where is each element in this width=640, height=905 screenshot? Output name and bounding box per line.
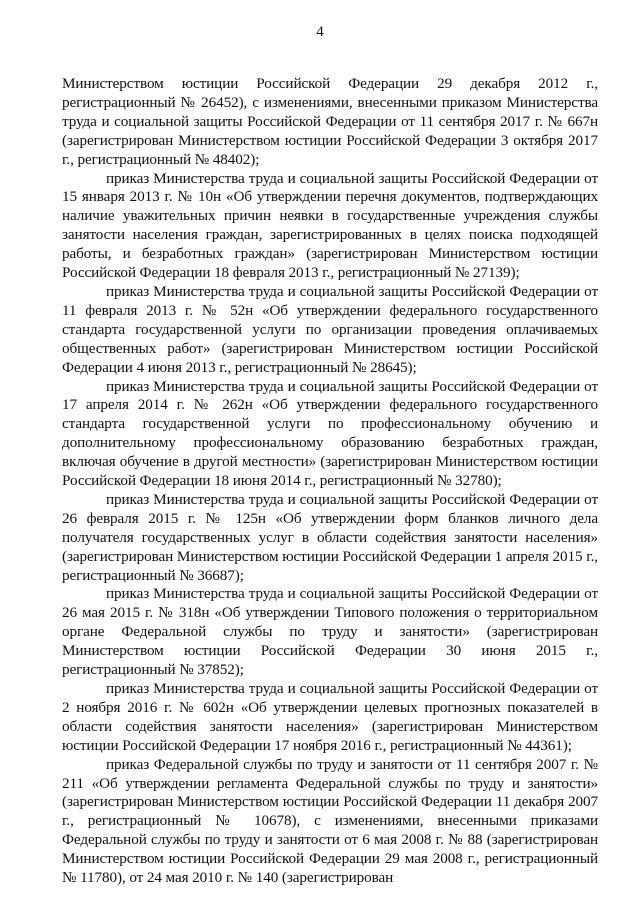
paragraph-order-125n: приказ Министерства труда и социальной защиты Российской Федерации от 26 февраля 2015 г. № 125н «Об утверждении форм бланков личного дела получателя государственных услуг в области содействия занятости населения» (зарегистрирован Министерством юстиции Российской Федерации 1 апреля 2015 г., регистрационный № 36687); (62, 490, 598, 584)
paragraph-order-211: приказ Федеральной службы по труду и занятости от 11 сентября 2007 г. № 211 «Об утверждении регламента Федеральной службы по труду и занятости» (зарегистрирован Министерством юстиции Российской Федерации 11 декабря 2007 г., регистрационный № 10678), с изменениями, внесенными приказами Федеральной службы по труду и занятости от 6 мая 2008 г. № 88 (зарегистрирован Министерством юстиции Российской Федерации 29 мая 2008 г., регистрационный № 11780), от 24 мая 2010 г. № 140 (зарегистрирован (62, 755, 598, 887)
paragraph-continuation: Министерством юстиции Российской Федерации 29 декабря 2012 г., регистрационный № 26452), с изменениями, внесенными приказом Министерства труда и социальной защиты Российской Федерации от 11 сентября 2017 г. № 667н (зарегистрирован Министерством юстиции Российской Федерации 3 октября 2017 г., регистрационный № 48402); (62, 75, 598, 168)
paragraph-order-318n: приказ Министерства труда и социальной защиты Российской Федерации от 26 мая 2015 г. № 318н «Об утверждении Типового положения о территориальном органе Федеральной службы по труду и занятости» (зарегистрирован Министерством юстиции Российской Федерации 30 июня 2015 г., регистрационный № 37852); (62, 585, 598, 679)
paragraph-order-10n: приказ Министерства труда и социальной защиты Российской Федерации от 15 января 2013 г. № 10н «Об утверждении перечня документов, подтверждающих наличие уважительных причин неявки в государственные учреждения службы занятости населения граждан, зарегистрированных в целях поиска подходящей работы, и безработных граждан» (зарегистрирован Министерством юстиции Российской Федерации 18 февраля 2013 г., регистрационный № 27139); (62, 169, 598, 282)
paragraph-order-602n: приказ Министерства труда и социальной защиты Российской Федерации от 2 ноября 2016 г. № 602н «Об утверждении целевых прогнозных показателей в области содействия занятости населения» (зарегистрирован Министерством юстиции Российской Федерации 17 ноября 2016 г., регистрационный № 44361); (62, 680, 598, 754)
page-number: 4 (316, 24, 324, 40)
paragraph-order-52n: приказ Министерства труда и социальной защиты Российской Федерации от 11 февраля 2013 г. № 52н «Об утверждении федерального государственного стандарта государственной услуги по организации проведения оплачиваемых общественных работ» (зарегистрирован Министерством юстиции Российской Федерации 4 июня 2013 г., регистрационный № 28645); (62, 282, 598, 376)
document-body (62, 75, 598, 888)
paragraph-order-262n: приказ Министерства труда и социальной защиты Российской Федерации от 17 апреля 2014 г. № 262н «Об утверждении федерального государственного стандарта государственной услуги по профессиональному обучению и дополнительному профессиональному образованию безработных граждан, включая обучение в другой местности» (зарегистрирован Министерством юстиции Российской Федерации 18 июня 2014 г., регистрационный № 32780); (62, 377, 598, 490)
